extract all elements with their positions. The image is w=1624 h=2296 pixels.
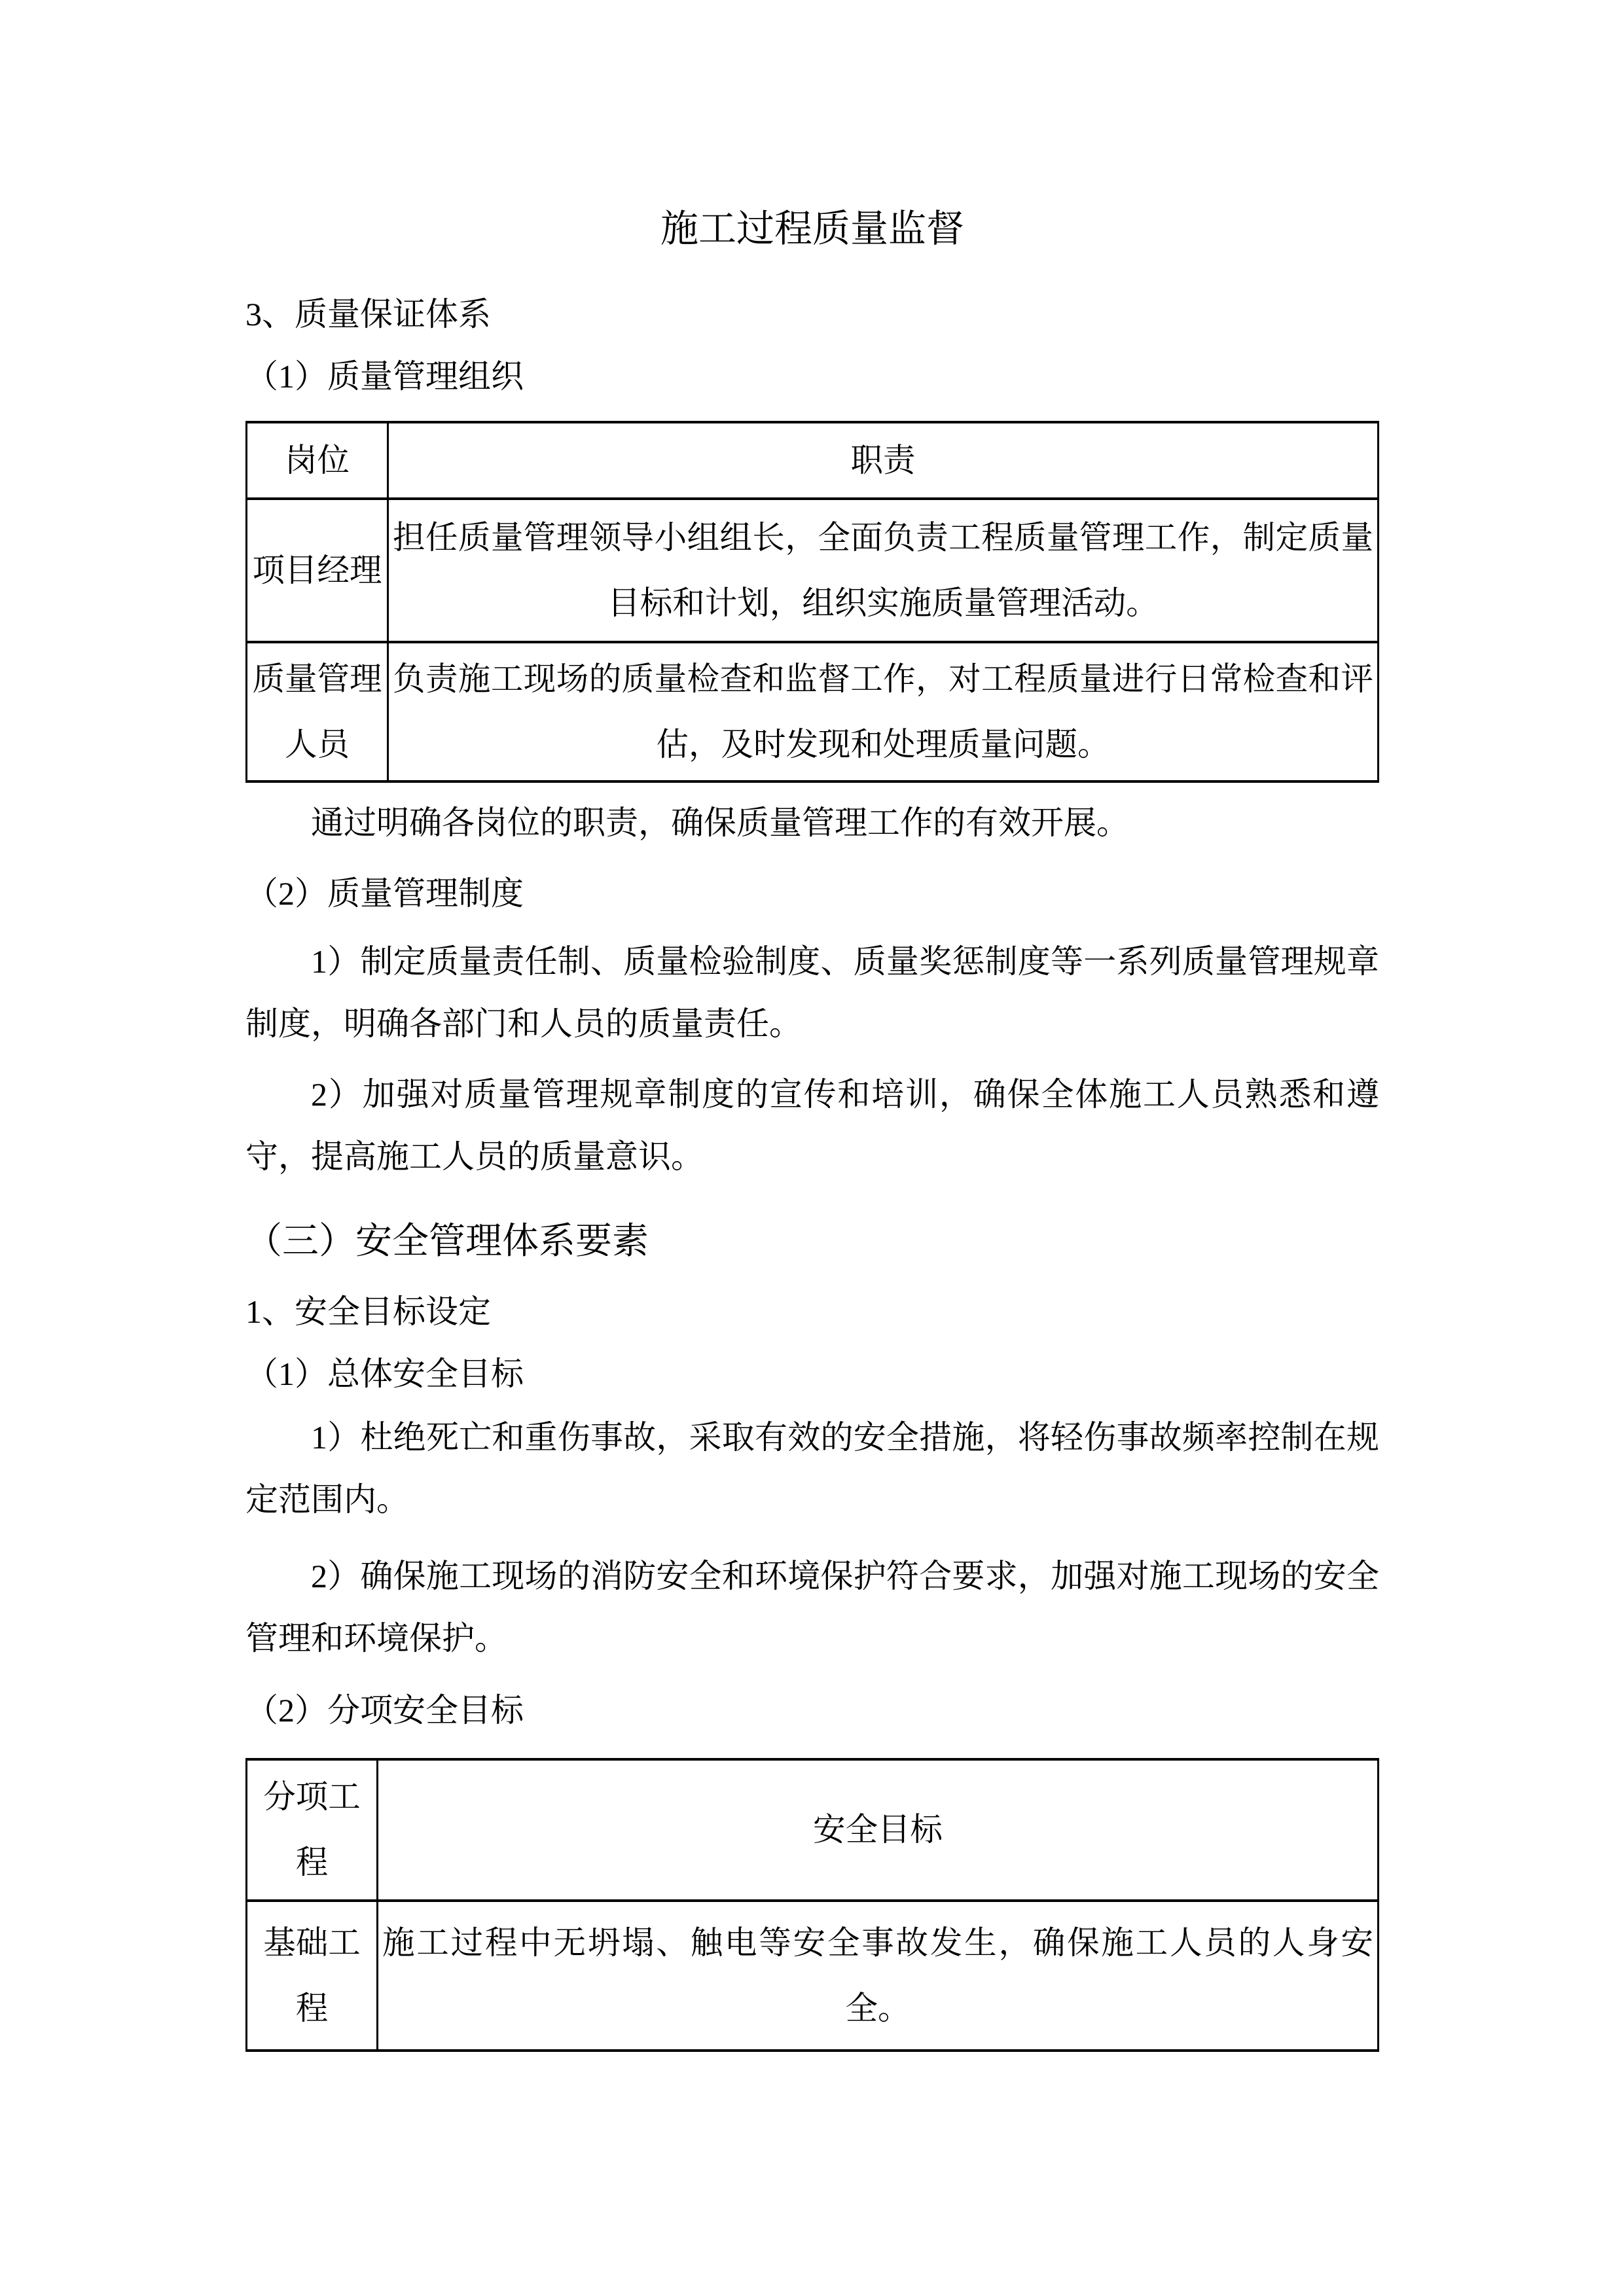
table-row: [247, 1901, 1379, 2051]
cell-subproject-foundation: 基础工程: [247, 1901, 378, 2051]
heading-quality-assurance-system: 3、质量保证体系: [245, 296, 491, 332]
heading-quality-management-org: （1）质量管理组织: [245, 358, 524, 395]
paragraph-rules-item-1: 1）制定质量责任制、质量检验制度、质量奖惩制度等一系列质量管理规章制度，明确各部门和人员的质量责任。: [245, 943, 1379, 1042]
paragraph-rules-item-2: 2）加强对质量管理规章制度的宣传和培训，确保全体施工人员熟悉和遵守，提高施工人员的质量意识。: [245, 1076, 1379, 1175]
heading-overall-safety-goal: （1）总体安全目标: [245, 1355, 524, 1392]
header-cell-subproject: 分项工程: [247, 1759, 378, 1901]
heading-quality-management-rules: （2）质量管理制度: [245, 875, 524, 912]
heading-itemized-safety-goal: （2）分项安全目标: [245, 1692, 524, 1729]
cell-post-quality-staff: 质量管理人员: [247, 642, 388, 781]
table-header-row: [247, 1759, 1379, 1901]
doc-title: 施工过程质量监督: [660, 207, 964, 250]
cell-duty-project-manager: 担任质量管理领导小组组长，全面负责工程质量管理工作，制定质量目标和计划，组织实施质量管理活动。: [388, 499, 1379, 642]
paragraph-safety-item-1: 1）杜绝死亡和重伤事故，采取有效的安全措施，将轻伤事故频率控制在规定范围内。: [245, 1419, 1379, 1518]
paragraph-safety-item-2: 2）确保施工现场的消防安全和环境保护符合要求，加强对施工现场的安全管理和环境保护。: [245, 1558, 1379, 1657]
table-row: [247, 499, 1379, 642]
header-cell-safety-goal: 安全目标: [378, 1759, 1379, 1901]
header-cell-duty: 职责: [388, 422, 1379, 499]
cell-goal-foundation: 施工过程中无坍塌、触电等安全事故发生，确保施工人员的人身安全。: [378, 1901, 1379, 2051]
heading-safety-goal-setting: 1、安全目标设定: [245, 1293, 491, 1330]
cell-post-project-manager: 项目经理: [247, 499, 388, 642]
heading-safety-management-system: （三）安全管理体系要素: [245, 1221, 649, 1262]
safety-goal-table: [245, 1758, 1379, 2052]
table-row: [247, 642, 1379, 781]
header-cell-post: 岗位: [247, 422, 388, 499]
cell-duty-quality-staff: 负责施工现场的质量检查和监督工作，对工程质量进行日常检查和评估，及时发现和处理质量问题。: [388, 642, 1379, 781]
paragraph-org-summary: 通过明确各岗位的职责，确保质量管理工作的有效开展。: [311, 804, 1129, 841]
table-header-row: [247, 422, 1379, 499]
quality-org-table: [245, 421, 1379, 783]
